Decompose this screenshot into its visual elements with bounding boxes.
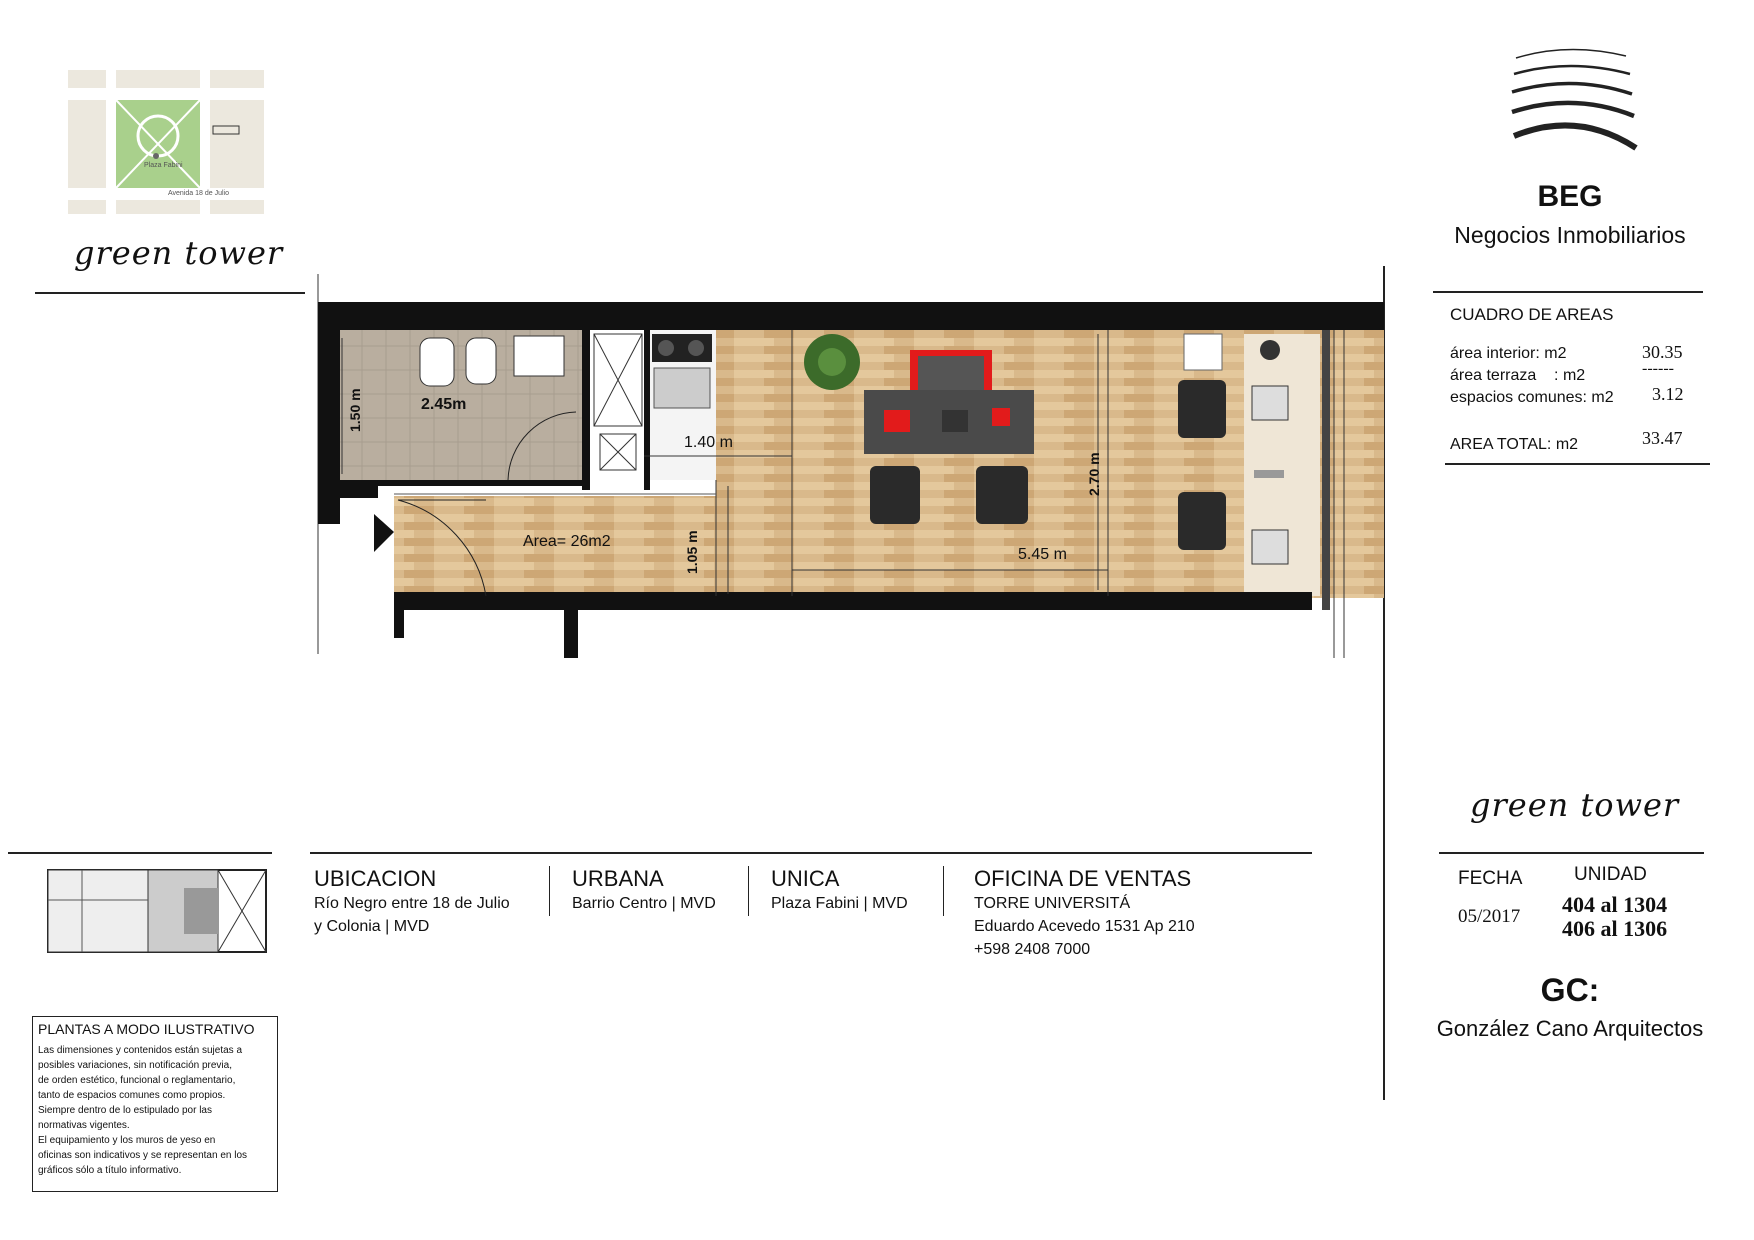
areas-row: área terraza : m2 — [1450, 367, 1586, 384]
dim-kitchen: 1.40 m — [684, 434, 733, 451]
areas-value: 30.35 — [1642, 342, 1683, 362]
disclaimer-title: PLANTAS A MODO ILUSTRATIVO — [38, 1021, 255, 1037]
fecha-label: FECHA — [1458, 868, 1523, 889]
unidad-value: 404 al 1304 — [1562, 892, 1668, 917]
dim-bath-width: 2.45m — [421, 396, 467, 413]
company-name: BEG — [1537, 180, 1603, 213]
dim-office-width: 5.45 m — [1018, 546, 1067, 563]
areas-row: área interior: m2 — [1450, 345, 1567, 362]
disclaimer-line: Las dimensiones y contenidos están sujetas a — [38, 1045, 243, 1056]
info-urbana — [572, 866, 742, 915]
info-line: TORRE UNIVERSITÁ — [974, 895, 1131, 912]
map-avenue-label: Avenida 18 de Julio — [168, 190, 229, 197]
fecha-value: 05/2017 — [1458, 906, 1521, 927]
floor-plan-drawing — [314, 274, 1384, 658]
disclaimer-line: tanto de espacios comunes como propios. — [38, 1090, 226, 1101]
location-map — [68, 70, 264, 214]
disclaimer-line: El equipamiento y los muros de yeso en — [38, 1135, 216, 1146]
info-unica — [771, 866, 941, 915]
architect-short: GC: — [1540, 972, 1600, 1008]
info-line: Río Negro entre 18 de Julio — [314, 895, 510, 912]
disclaimer-line: normativas vigentes. — [38, 1120, 130, 1131]
areas-title: CUADRO DE AREAS — [1450, 305, 1614, 324]
dim-hall-height: 1.05 m — [684, 530, 700, 574]
info-heading: UBICACION — [314, 866, 437, 891]
info-line: Plaza Fabini | MVD — [771, 895, 908, 912]
key-plan — [42, 860, 272, 960]
areas-value: ------ — [1642, 360, 1674, 377]
beg-logo-icon — [1508, 44, 1638, 154]
project-logo-top: green tower — [74, 234, 284, 272]
areas-total-label: AREA TOTAL: m2 — [1450, 436, 1579, 453]
areas-total-value: 33.47 — [1642, 428, 1683, 448]
disclaimer-line: de orden estético, funcional o reglamentario, — [38, 1075, 236, 1086]
info-line: Eduardo Acevedo 1531 Ap 210 — [974, 918, 1195, 935]
dim-office-height: 2.70 m — [1086, 452, 1102, 496]
areas-value: 3.12 — [1652, 384, 1684, 404]
dim-bath-height: 1.50 m — [347, 388, 363, 432]
floor-plan — [314, 274, 1384, 658]
company-tagline: Negocios Inmobiliarios — [1454, 222, 1686, 248]
info-line: +598 2408 7000 — [974, 941, 1091, 958]
info-heading: UNICA — [771, 866, 840, 891]
map-graphic — [68, 70, 264, 214]
info-heading: URBANA — [572, 866, 664, 891]
map-plaza-label: Plaza Fabini — [144, 162, 183, 169]
disclaimer-box — [32, 1016, 278, 1192]
unidad-label: UNIDAD — [1574, 864, 1647, 885]
architect-name: González Cano Arquitectos — [1436, 1016, 1704, 1041]
disclaimer-line: gráficos sólo a título informativo. — [38, 1165, 182, 1176]
disclaimer-line: oficinas son indicativos y se representan en los — [38, 1150, 248, 1161]
info-heading: OFICINA DE VENTAS — [974, 866, 1192, 891]
disclaimer-line: posibles variaciones, sin notificación previa, — [38, 1060, 232, 1071]
areas-row: espacios comunes: m2 — [1450, 389, 1614, 406]
info-oficina — [974, 866, 1274, 961]
area-label: Area= 26m2 — [523, 533, 611, 550]
info-line: y Colonia | MVD — [314, 918, 430, 935]
project-logo-bottom: green tower — [1470, 786, 1680, 824]
unidad-value: 406 al 1306 — [1562, 916, 1668, 941]
info-line: Barrio Centro | MVD — [572, 895, 716, 912]
info-ubicacion — [314, 866, 544, 938]
disclaimer-line: Siempre dentro de lo estipulado por las — [38, 1105, 212, 1116]
